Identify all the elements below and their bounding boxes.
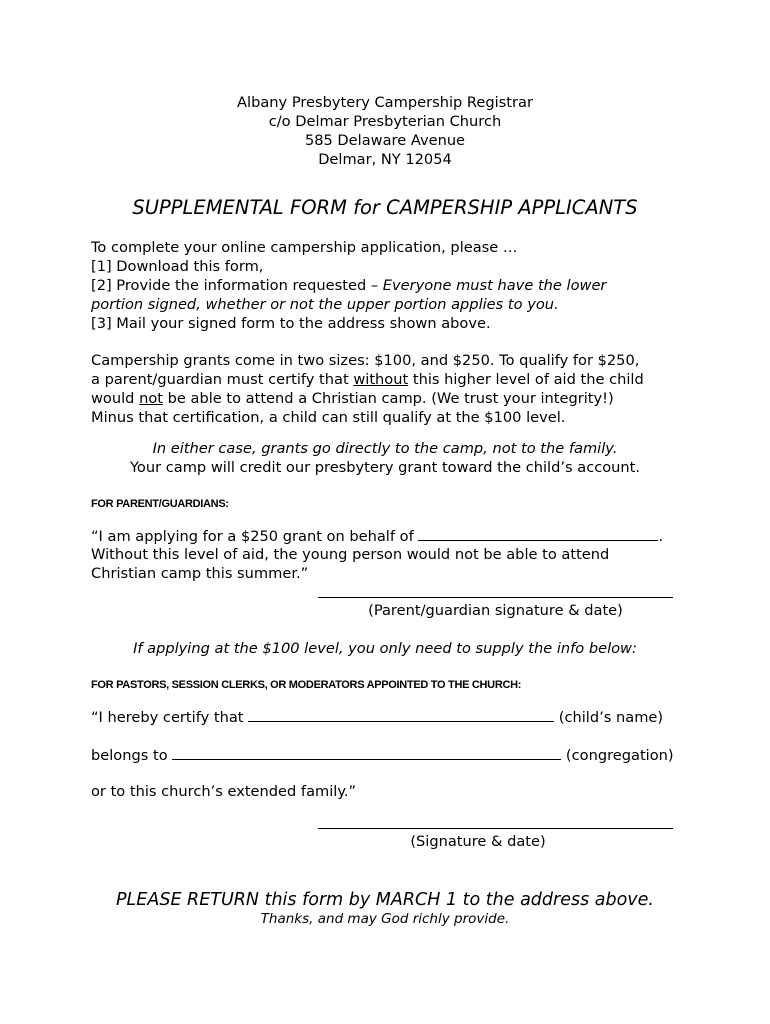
childs-name-field[interactable]	[248, 707, 554, 722]
grants-line-3-underlined: not	[139, 390, 163, 407]
parent-statement-line-3: Christian camp this summer.”	[91, 565, 309, 582]
certify-line	[91, 707, 663, 727]
extended-family-line: or to this church’s extended family.”	[91, 783, 357, 800]
grants-line-2	[91, 370, 644, 389]
instructions-step-2	[91, 276, 606, 295]
address-line-3: 585 Delaware Avenue	[304, 132, 466, 149]
pastor-signature-caption: (Signature & date)	[410, 833, 546, 850]
grants-line-4: Minus that certification, a child can still qualify at the $100 level.	[91, 409, 566, 426]
grants-line-2-a: a parent/guardian must certify that	[91, 371, 354, 388]
form-title: SUPPLEMENTAL FORM for CAMPERSHIP APPLICANTS	[132, 196, 638, 219]
address-line-1: Albany Presbytery Campership Registrar	[237, 94, 533, 111]
address-line-4: Delmar, NY 12054	[318, 151, 452, 168]
grants-line-3	[91, 389, 614, 408]
certify-text: “I hereby certify that	[91, 709, 249, 726]
grants-line-3-a: would	[91, 390, 140, 407]
instructions-intro: To complete your online campership application, please …	[91, 239, 518, 256]
thanks-line: Thanks, and may God richly provide.	[260, 911, 510, 927]
childs-name-label: (child’s name)	[554, 709, 664, 726]
belongs-text: belongs to	[91, 747, 173, 764]
note-line-1: In either case, grants go directly to the camp, not to the family.	[152, 440, 618, 457]
child-name-field[interactable]	[418, 526, 658, 541]
pastor-signature-line[interactable]	[318, 828, 673, 829]
parent-statement-end: .	[658, 528, 663, 545]
belongs-line	[91, 745, 674, 765]
instructions-step-1: [1] Download this form,	[91, 258, 264, 275]
note-line-2: Your camp will credit our presbytery grant toward the child’s account.	[129, 459, 641, 476]
grants-line-1: Campership grants come in two sizes: $100, and $250. To qualify for $250,	[91, 352, 640, 369]
instructions-step-2-continued: portion signed, whether or not the upper portion applies to you.	[91, 296, 559, 313]
step-2-emphasis: Everyone must have the lower	[382, 277, 607, 294]
instructions-step-3: [3] Mail your signed form to the address shown above.	[91, 315, 491, 332]
level-note: If applying at the $100 level, you only need to supply the info below:	[133, 640, 637, 657]
parent-signature-caption: (Parent/guardian signature & date)	[368, 602, 623, 619]
parent-section-header: FOR PARENT/GUARDIANS:	[91, 498, 229, 510]
congregation-field[interactable]	[172, 745, 561, 760]
congregation-label: (congregation)	[561, 747, 674, 764]
parent-statement-line-1	[91, 526, 663, 546]
address-line-2: c/o Delmar Presbyterian Church	[268, 113, 502, 130]
grants-line-3-b: be able to attend a Christian camp. (We trust your integrity!)	[162, 390, 614, 407]
parent-statement-text: “I am applying for a $250 grant on behalf of	[91, 528, 419, 545]
return-instruction: PLEASE RETURN this form by MARCH 1 to the address above.	[116, 890, 654, 910]
parent-signature-line[interactable]	[318, 597, 673, 598]
pastor-section-header: FOR PASTORS, SESSION CLERKS, OR MODERATORS APPOINTED TO THE CHURCH:	[91, 679, 522, 691]
parent-statement-line-2: Without this level of aid, the young person would not be able to attend	[91, 546, 610, 563]
grants-line-2-underlined: without	[353, 371, 409, 388]
grants-line-2-b: this higher level of aid the child	[408, 371, 644, 388]
step-2-text: [2] Provide the information requested –	[91, 277, 383, 294]
